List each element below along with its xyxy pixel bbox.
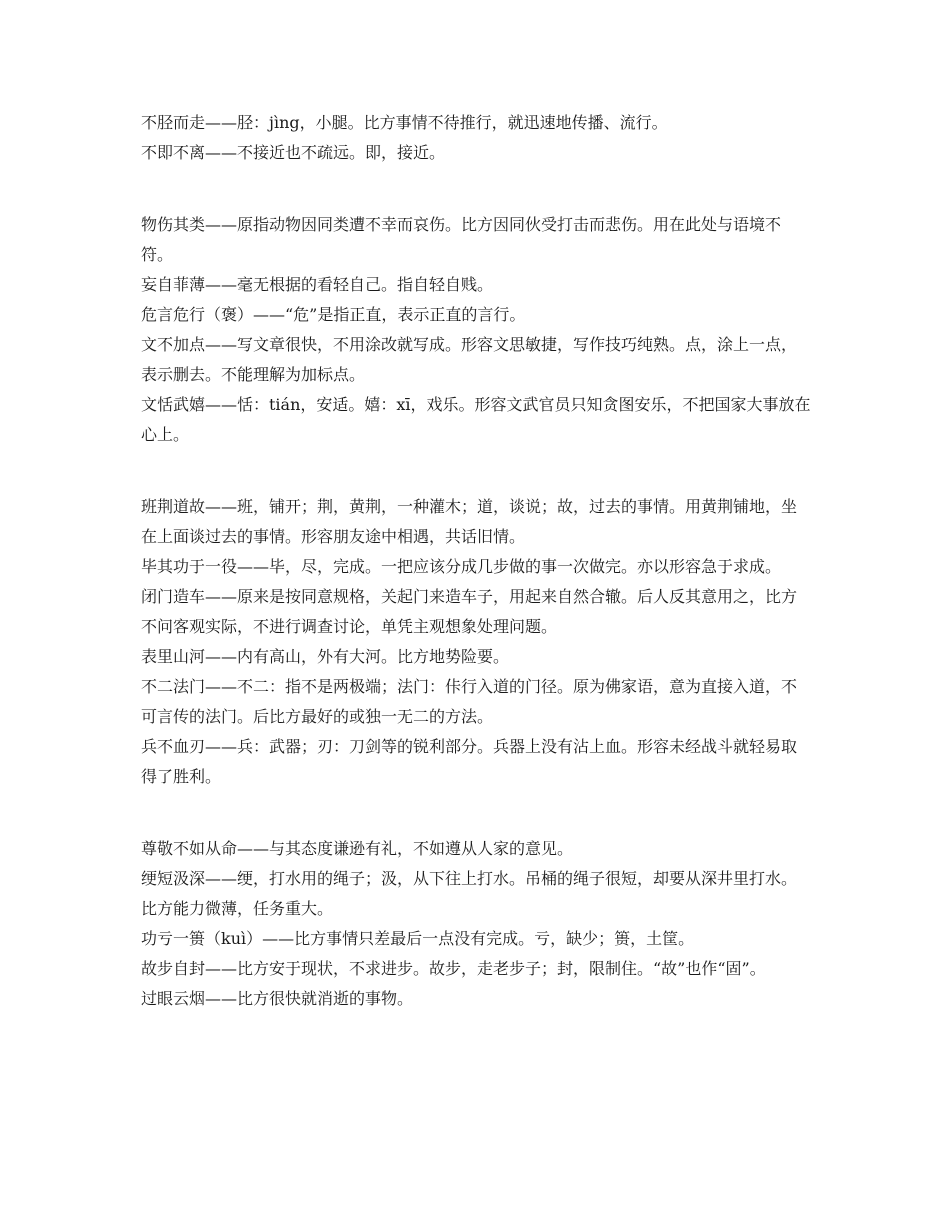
idiom-entry: 毕其功于一役——毕，尽，完成。一把应该分成几步做的事一次做完。亦以形容急于求成。 bbox=[141, 557, 782, 576]
idiom-group-1 bbox=[141, 108, 811, 168]
idiom-entry: 危言危行（褒）——“危”是指正直，表示正直的言行。 bbox=[141, 305, 526, 324]
idiom-entry: 不胫而走——胫：jìng，小腿。比方事情不待推行，就迅速地传播、流行。 bbox=[141, 113, 668, 132]
idiom-entry: 文不加点——写文章很快，不用涂改就写成。形容文思敏捷，写作技巧纯熟。点，涂上一点，表示删去。不能理解为加标点。 bbox=[141, 335, 798, 384]
idiom-entry: 故步自封——比方安于现状，不求进步。故步，走老步子；封，限制住。“故”也作“固”。 bbox=[141, 959, 766, 978]
idiom-entry: 尊敬不如从命——与其态度谦逊有礼，不如遵从人家的意见。 bbox=[141, 839, 574, 858]
idiom-group-2 bbox=[141, 210, 811, 450]
idiom-group-3 bbox=[141, 492, 811, 792]
idiom-entry: 过眼云烟——比方很快就消逝的事物。 bbox=[141, 989, 414, 1008]
idiom-entry: 绠短汲深——绠，打水用的绳子；汲，从下往上打水。吊桶的绳子很短，却要从深井里打水。比方能力微薄，任务重大。 bbox=[141, 869, 798, 918]
idiom-entry: 表里山河——内有高山，外有大河。比方地势险要。 bbox=[141, 647, 510, 666]
idiom-entry: 物伤其类——原指动物因同类遭不幸而哀伤。比方因同伙受打击而悲伤。用在此处与语境不符。 bbox=[141, 215, 782, 264]
idiom-entry: 兵不血刃——兵：武器；刃：刀剑等的锐利部分。兵器上没有沾上血。形容未经战斗就轻易取得了胜利。 bbox=[141, 737, 798, 786]
idiom-entry: 不二法门——不二：指不是两极端；法门：佧行入道的门径。原为佛家语，意为直接入道，不可言传的法门。后比方最好的或独一无二的方法。 bbox=[141, 677, 798, 726]
document-page bbox=[141, 108, 811, 1014]
idiom-entry: 不即不离——不接近也不疏远。即，接近。 bbox=[141, 143, 446, 162]
idiom-entry: 班荆道故——班，铺开；荆，黄荆，一种灌木；道，谈说；故，过去的事情。用黄荆铺地，坐在上面谈过去的事情。形容朋友途中相遇，共话旧情。 bbox=[141, 497, 798, 546]
idiom-group-4 bbox=[141, 834, 811, 1014]
idiom-entry: 功亏一篑（kuì）——比方事情只差最后一点没有完成。亏，缺少；篑，土筐。 bbox=[141, 929, 695, 948]
idiom-entry: 闭门造车——原来是按同意规格，关起门来造车子，用起来自然合辙。后人反其意用之，比方不问客观实际，不进行调查讨论，单凭主观想象处理问题。 bbox=[141, 587, 798, 636]
idiom-entry: 妄自菲薄——毫无根据的看轻自己。指自轻自贱。 bbox=[141, 275, 494, 294]
idiom-entry: 文恬武嬉——恬：tián，安适。嬉：xī，戏乐。形容文武官员只知贪图安乐，不把国家大事放在心上。 bbox=[141, 395, 811, 444]
